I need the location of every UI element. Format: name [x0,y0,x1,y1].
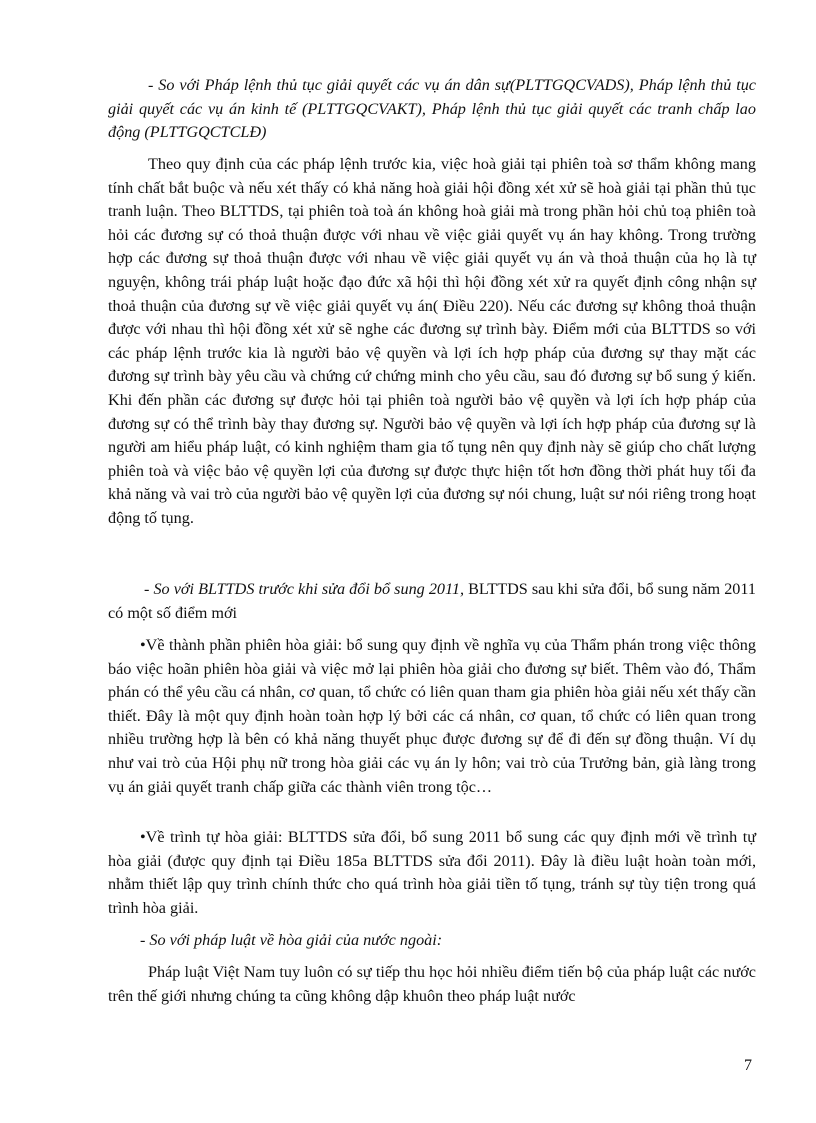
bullet-conciliation-procedure: •Về trình tự hòa giải: BLTTDS sửa đổi, bổ sung 2011 bổ sung các quy định mới về trình tự hòa giải (được quy định tại Điều 185a BLTTDS sửa đổi 2011). Đây là điều luật hoàn toàn mới, nhằm thiết lập quy trình chính thức cho quá trình hòa giải tiền tố tụng, tránh sự tùy tiện trong quá trình hòa giải. [108,828,756,917]
heading-comparison-ordinances: - So với Pháp lệnh thủ tục giải quyết các vụ án dân sự(PLTTGQCVADS), Pháp lệnh thủ tục giải quyết các vụ án kinh tế (PLTTGQCVAKT), Pháp lệnh thủ tục giải quyết các tranh chấp lao động (PLTTGQCTCLĐ) [108,76,756,142]
heading-comparison-2011: - So với BLTTDS trước khi sửa đổi bổ sung 2011, [144,580,465,598]
bullet-conciliation-composition: •Về thành phần phiên hòa giải: bổ sung quy định về nghĩa vụ của Thẩm phán trong việc thông báo việc hoãn phiên hòa giải và việc mở lại phiên hòa giải cho đương sự biết. Thêm vào đó, Thẩm phán có thể yêu cầu cá nhân, cơ quan, tổ chức có liên quan tham gia phiên hòa giải nếu xét thấy cần thiết. Đây là một quy định hoàn toàn hợp lý bởi các cá nhân, cơ quan, tổ chức có liên quan trong nhiều trường hợp là bên có khả năng thuyết phục được đương sự để đi đến sự đồng thuận. Ví dụ như vai trò của Hội phụ nữ trong hòa giải các vụ án ly hôn; vai trò của Trưởng bản, già làng trong vụ án giải quyết tranh chấp giữa các thành viên trong tộc… [108,636,756,796]
paragraph-ordinance-comparison: Theo quy định của các pháp lệnh trước kia, việc hoà giải tại phiên toà sơ thẩm không mang tính chất bắt buộc và nếu xét thấy có khả năng hoà giải hội đồng xét xử sẽ hoà giải tại phần thủ tục tranh luận. Theo BLTTDS, tại phiên toà toà án không hoà giải mà trong phần hỏi chủ toạ phiên toà hỏi các đương sự có thoả thuận được với nhau về việc giải quyết vụ án hay không. Trong trường hợp các đương sự thoả thuận được với nhau về việc giải quyết vụ án và thoả thuận của họ là tự nguyện, không trái pháp luật hoặc đạo đức xã hội thì hội đồng xét xử ra quyết định công nhận sự thoả thuận của đương sự về việc giải quyết vụ án( Điều 220). Nếu các đương sự không thoả thuận được với nhau thì hội đồng xét xử sẽ nghe các đương sự trình bày. Điểm mới của BLTTDS so với các pháp lệnh trước kia là người bảo vệ quyền và lợi ích hợp pháp của đương sự thay mặt các đương sự trình bày yêu cầu và chứng cứ chứng minh cho yêu cầu, sau đó đương sự bổ sung ý kiến. Khi đến phần các đương sự được hỏi tại phiên toà người bảo vệ quyền và lợi ích hợp pháp của đương sự có thể trình bày thay đương sự. Người bảo vệ quyền và lợi ích hợp pháp của đương sự là người am hiểu pháp luật, có kinh nghiệm tham gia tố tụng nên quy định này sẽ giúp cho chất lượng phiên toà và việc bảo vệ quyền lợi của đương sự được thực hiện tốt hơn đồng thời phát huy tối đa khả năng và vai trò của người bảo vệ quyền lợi của đương sự nói chung, luật sư nói riêng trong hoạt động tố tụng. [108,155,756,527]
paragraph-foreign-law: Pháp luật Việt Nam tuy luôn có sự tiếp thu học hỏi nhiều điểm tiến bộ của pháp luật các nước trên thế giới nhưng chúng ta cũng không dập khuôn theo pháp luật nước [108,963,756,1005]
page-number: 7 [744,1057,752,1074]
paragraph-comparison-2011 [108,578,756,625]
paragraph-comparison-2011-text: BLTTDS sau khi sửa đổi, bổ sung năm 2011 có một số điểm mới [108,580,756,622]
heading-foreign-law: - So với pháp luật về hòa giải của nước ngoài: [140,931,443,949]
